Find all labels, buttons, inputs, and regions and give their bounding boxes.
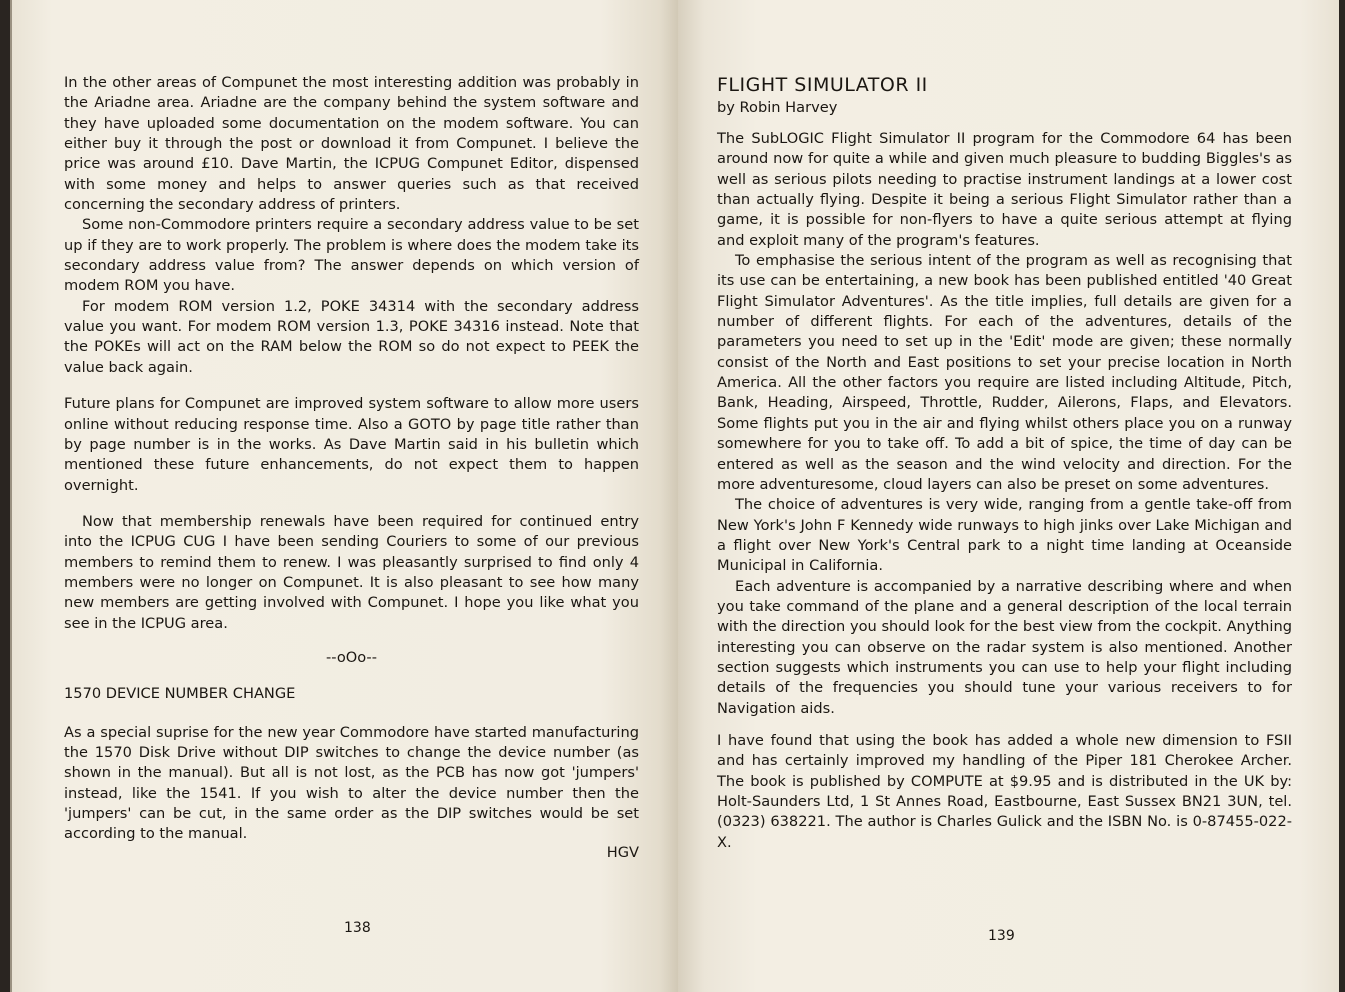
paragraph: The SubLOGIC Flight Simulator II program for the Commodore 64 has been around now for quite a while and given much pleasure to budding Biggles's as well as serious pilots needing to practise instrument landings at a lower cost than actually flying. Despite it being a serious Flight Simulator rather than a game, it is possible for non-flyers to have a quite serious attempt at flying and exploit many of the program's features. [717, 130, 1292, 249]
section-separator: --oOo-- [326, 648, 377, 666]
page-number: 139 [988, 928, 1015, 944]
section-heading: 1570 DEVICE NUMBER CHANGE [64, 685, 296, 703]
article-byline: by Robin Harvey [717, 99, 838, 116]
paragraph: In the other areas of Compunet the most interesting addition was probably in the Ariadne area. Ariadne are the company behind the system software and they have uploaded some documentation on the modem software. You can either buy it through the post or download it from Compunet. I believe the price was around £10. Dave Martin, the ICPUG Compunet Editor, dispensed with some money and helps to answer queries such as that received concerning the secondary address of printers. [64, 74, 639, 214]
author-signature: HGV [606, 843, 639, 861]
paragraph: For modem ROM version 1.2, POKE 34314 with the secondary address value you want. For modem ROM version 1.3, POKE 34316 instead. Note that the POKEs will act on the RAM below the ROM so do not expect to PEEK the value back again. [64, 297, 639, 376]
right-page [678, 0, 1339, 992]
page-number: 138 [344, 920, 371, 936]
paragraph: As a special suprise for the new year Commodore have started manufacturing the 1570 Disk Drive without DIP switches to change the device number (as shown in the manual). But all is not lost, as the PCB has now got 'jumpers' instead, like the 1541. If you wish to alter the device number then the 'jumpers' can be cut, in the same order as the DIP switches would be set according to the manual. [64, 723, 639, 843]
paragraph: Each adventure is accompanied by a narrative describing where and when you take command of the plane and a general description of the local terrain with the direction you should look for the best view from the cockpit. Anything interesting you can observe on the radar system is also mentioned. Another section suggests which instruments you can use to help your flight including details of the frequencies you should tune your various receivers to for Navigation aids. [717, 577, 1292, 717]
left-page [10, 0, 680, 992]
paragraph: To emphasise the serious intent of the program as well as recognising that its use can be entertaining, a new book has been published entitled '40 Great Flight Simulator Adventures'. As the title implies, full details are given for a number of different flights. For each of the adventures, details of the parameters you need to set up in the 'Edit' mode are given; these normally consist of the North and East positions to set your precise location in North America. All the other factors you require are listed including Altitude, Pitch, Bank, Heading, Airspeed, Throttle, Rudder, Ailerons, Flaps, and Elevators. Some flights put you in the air and flying whilst others place you on a runway somewhere for you to take off. To add a bit of spice, the time of day can be entered as well as the season and the wind velocity and direction. For the more adventuresome, cloud layers can also be preset on some adventures. [717, 252, 1292, 493]
paragraph: I have found that using the book has added a whole new dimension to FSII and has certainly improved my handling of the Piper 181 Cherokee Archer. The book is published by COMPUTE at $9.95 and is distributed in the UK by: Holt-Saunders Ltd, 1 St Annes Road, Eastbourne, East Sussex BN21 3UN, tel. (0323) 638221. The author is Charles Gulick and the ISBN No. is 0-87455-022-X. [717, 731, 1292, 851]
right-page-body [717, 129, 1292, 853]
article-title: FLIGHT SIMULATOR II [717, 74, 928, 96]
paragraph: The choice of adventures is very wide, ranging from a gentle take-off from New York's John F Kennedy wide runways to high jinks over Lake Michigan and a flight over New York's Central park to a night time landing at Oceanside Municipal in California. [717, 496, 1292, 575]
paragraph: Future plans for Compunet are improved system software to allow more users online without reducing response time. Also a GOTO by page title rather than by page number is in the works. As Dave Martin said in his bulletin which mentioned these future enhancements, do not expect them to happen overnight. [64, 395, 639, 494]
left-page-body [64, 73, 639, 863]
paragraph: Now that membership renewals have been required for continued entry into the ICPUG CUG I have been sending Couriers to some of our previous members to remind them to renew. I was pleasantly surprised to find only 4 members were no longer on Compunet. It is also pleasant to see how many new members are getting involved with Compunet. I hope you like what you see in the ICPUG area. [64, 512, 639, 632]
paragraph: Some non-Commodore printers require a secondary address value to be set up if they are to work properly. The problem is where does the modem take its secondary address value from? The answer depends on which version of modem ROM you have. [64, 216, 639, 295]
